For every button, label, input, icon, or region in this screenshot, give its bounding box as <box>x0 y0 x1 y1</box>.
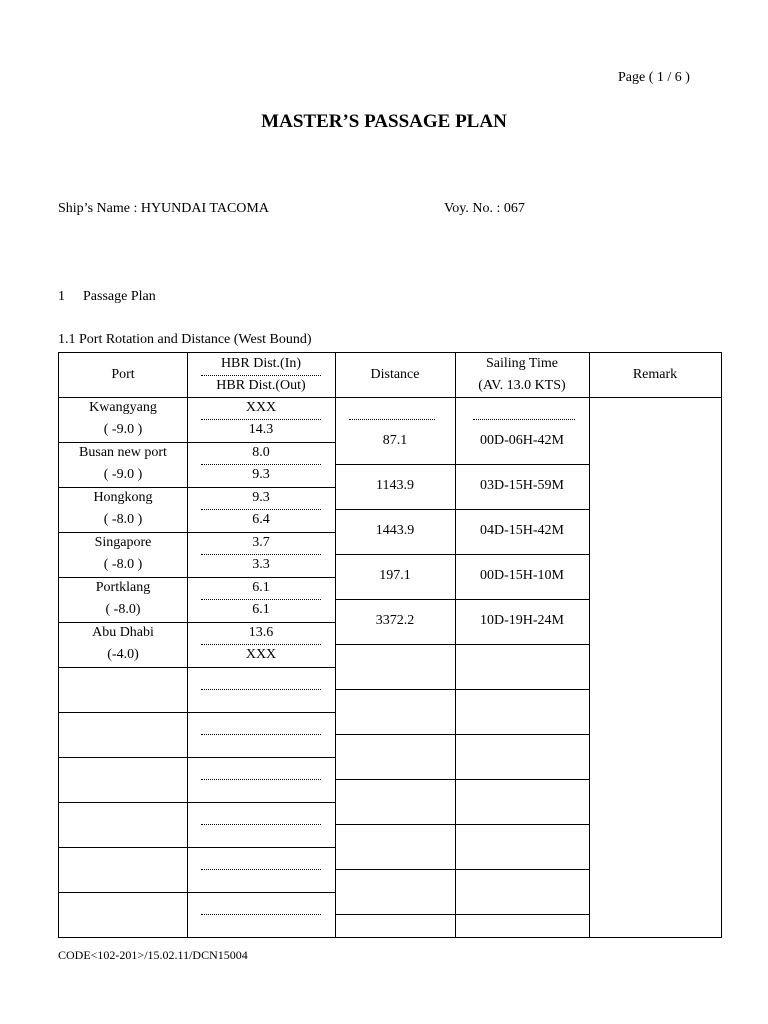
table-row-divider <box>59 802 335 803</box>
subsection-title: 1.1 Port Rotation and Distance (West Bound) <box>58 332 312 347</box>
leg-row-divider <box>335 554 589 555</box>
document-title: MASTER’S PASSAGE PLAN <box>261 111 507 132</box>
hbr-dist-out: 3.3 <box>252 557 270 572</box>
table-column-divider <box>589 353 590 937</box>
page-number: Page ( 1 / 6 ) <box>618 70 690 85</box>
hbr-dist-in: 9.3 <box>252 490 270 505</box>
header-sailing-time: Sailing Time <box>486 356 558 371</box>
leg-sailing-time: 00D-15H-10M <box>480 568 564 583</box>
table-row-divider <box>59 892 335 893</box>
leg-sailing-time: 10D-19H-24M <box>480 613 564 628</box>
hbr-dist-out: 6.1 <box>252 602 270 617</box>
hbr-dist-out: XXX <box>245 647 277 662</box>
ship-name: Ship’s Name : HYUNDAI TACOMA <box>58 201 269 216</box>
hbr-dist-in: XXX <box>245 400 277 415</box>
hbr-dist-in: 13.6 <box>248 625 274 640</box>
header-port: Port <box>111 367 135 382</box>
port-rotation-table <box>58 352 722 938</box>
voyage-number: Voy. No. : 067 <box>444 201 525 216</box>
leg-row-divider <box>335 914 589 915</box>
port-time-zone: ( -9.0 ) <box>103 422 143 437</box>
leg-row-divider <box>335 464 589 465</box>
port-name: Hongkong <box>93 490 153 505</box>
leg-sailing-time: 03D-15H-59M <box>480 478 564 493</box>
port-time-zone: (-4.0) <box>107 647 139 662</box>
sailing-time-divider <box>473 419 575 420</box>
distance-divider <box>349 419 435 420</box>
section-title: Passage Plan <box>83 289 156 304</box>
port-time-zone: ( -8.0 ) <box>103 557 143 572</box>
header-hbr-divider <box>201 375 321 376</box>
port-name: Kwangyang <box>89 400 157 415</box>
table-row-divider <box>59 712 335 713</box>
leg-row-divider <box>335 824 589 825</box>
leg-distance: 1143.9 <box>376 478 414 493</box>
leg-row-divider <box>335 689 589 690</box>
leg-row-divider <box>335 599 589 600</box>
leg-distance: 1443.9 <box>375 523 415 538</box>
table-row-divider <box>59 757 335 758</box>
hbr-dist-out: 9.3 <box>252 467 270 482</box>
hbr-dist-in: 3.7 <box>252 535 270 550</box>
leg-distance: 197.1 <box>379 568 411 583</box>
header-distance: Distance <box>370 367 420 382</box>
leg-row-divider <box>335 734 589 735</box>
table-row-divider <box>59 847 335 848</box>
hbr-dist-out: 14.3 <box>248 422 274 437</box>
header-hbr-in: HBR Dist.(In) <box>220 356 302 371</box>
port-name: Busan new port <box>79 445 167 460</box>
header-hbr-out: HBR Dist.(Out) <box>216 378 306 393</box>
hbr-dist-in: 6.1 <box>252 580 270 595</box>
leg-sailing-time: 04D-15H-42M <box>480 523 564 538</box>
leg-row-divider <box>335 644 589 645</box>
hbr-divider <box>201 869 321 870</box>
leg-distance: 3372.2 <box>375 613 415 628</box>
port-time-zone: ( -8.0) <box>105 602 141 617</box>
port-time-zone: ( -9.0 ) <box>103 467 143 482</box>
hbr-dist-in: 8.0 <box>252 445 270 460</box>
section-number: 1 <box>58 289 65 304</box>
header-sailing-speed: (AV. 13.0 KTS) <box>478 378 566 393</box>
leg-row-divider <box>335 869 589 870</box>
table-row-divider <box>59 667 335 668</box>
hbr-divider <box>201 689 321 690</box>
header-remark: Remark <box>632 367 678 382</box>
hbr-divider <box>201 914 321 915</box>
leg-distance: 87.1 <box>382 433 408 448</box>
port-name: Abu Dhabi <box>92 625 154 640</box>
hbr-divider <box>201 824 321 825</box>
leg-row-divider <box>335 779 589 780</box>
port-name: Portklang <box>95 580 151 595</box>
leg-row-divider <box>335 509 589 510</box>
port-name: Singapore <box>94 535 152 550</box>
leg-sailing-time: 00D-06H-42M <box>480 433 564 448</box>
hbr-divider <box>201 779 321 780</box>
footer-code: CODE<102-201>/15.02.11/DCN15004 <box>58 948 248 962</box>
port-time-zone: ( -8.0 ) <box>103 512 143 527</box>
hbr-dist-out: 6.4 <box>252 512 270 527</box>
hbr-divider <box>201 734 321 735</box>
